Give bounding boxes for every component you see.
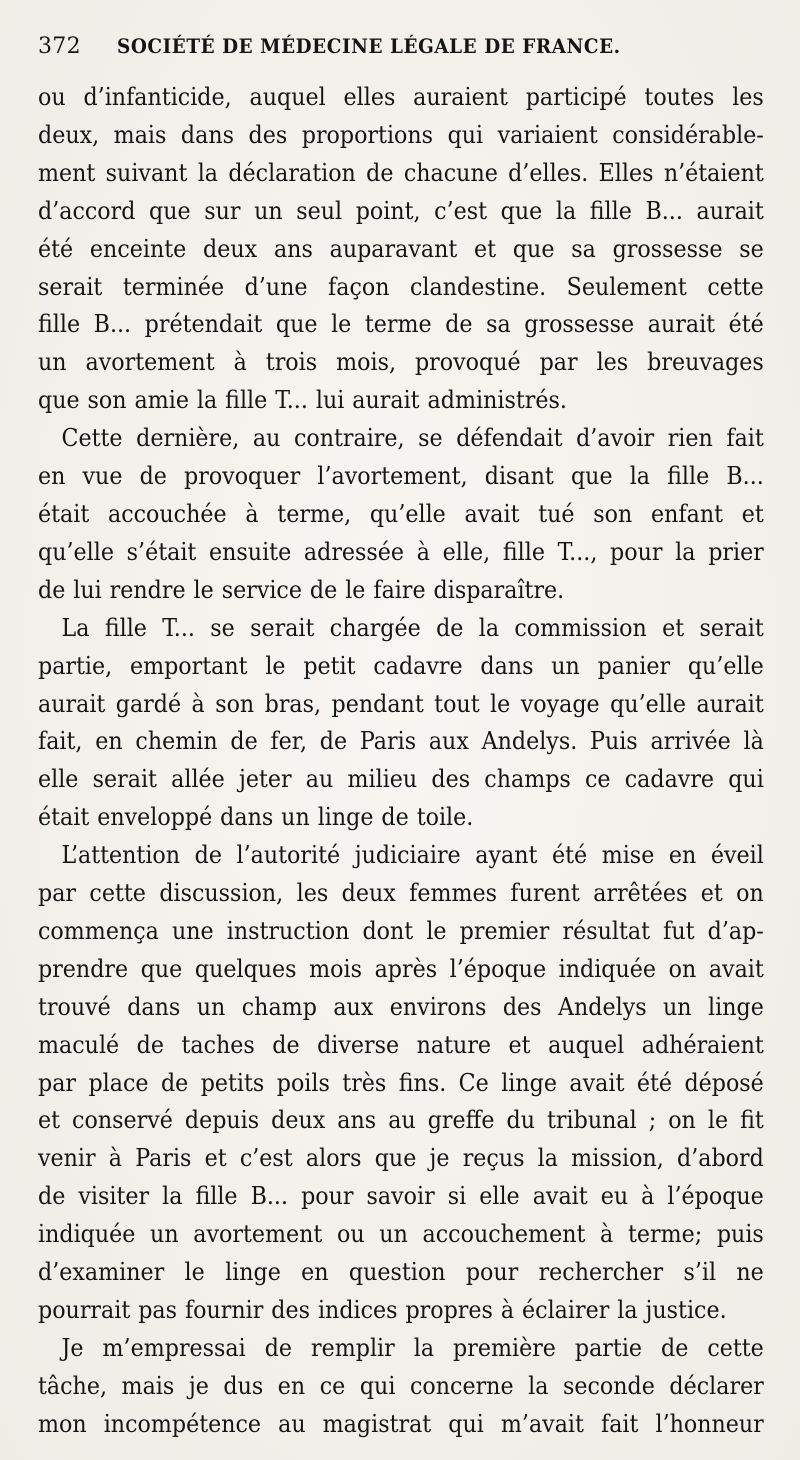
text-line: qu’elle s’était ensuite adressée à elle, fille T..., pour la prier: [38, 536, 764, 566]
running-title: SOCIÉTÉ DE MÉDECINE LÉGALE DE FRANCE.: [116, 34, 621, 58]
running-head: [38, 34, 760, 78]
text-line: de visiter la fille B... pour savoir si elle avait eu à l’époque: [38, 1181, 764, 1211]
body-text: [38, 78, 764, 1443]
text-line: fait, en chemin de fer, de Paris aux Andelys. Puis arrivée là: [38, 726, 764, 756]
text-line: Cette dernière, au contraire, se défendait d’avoir rien fait: [61, 423, 764, 453]
text-line: tâche, mais je dus en ce qui concerne la seconde déclarer: [38, 1370, 764, 1400]
text-line: par cette discussion, les deux femmes furent arrêtées et on: [38, 878, 764, 908]
text-line: trouvé dans un champ aux environs des Andelys un linge: [38, 991, 764, 1021]
text-line: maculé de taches de diverse nature et auquel adhéraient: [38, 1029, 764, 1059]
text-line: La fille T... se serait chargée de la commission et serait: [61, 612, 764, 642]
text-line: mon incompétence au magistrat qui m’avait fait l’honneur: [38, 1408, 764, 1438]
page-number: 372: [38, 34, 81, 59]
text-line: et conservé depuis deux ans au greffe du tribunal ; on le fit: [38, 1105, 764, 1135]
text-line: aurait gardé à son bras, pendant tout le voyage qu’elle aurait: [38, 688, 764, 718]
text-line: pourrait pas fournir des indices propres à éclairer la justice.: [38, 1295, 727, 1324]
text-line: elle serait allée jeter au milieu des champs ce cadavre qui: [38, 764, 764, 794]
text-line: que son amie la fille T... lui aurait administrés.: [38, 385, 567, 415]
text-line: deux, mais dans des proportions qui variaient considérable-: [38, 119, 764, 149]
text-line: Je m’empressai de remplir la première partie de cette: [61, 1332, 764, 1362]
text-line: prendre que quelques mois après l’époque indiquée on avait: [38, 953, 764, 983]
text-line: de lui rendre le service de le faire disparaître.: [38, 574, 565, 604]
text-line: ou d’infanticide, auquel elles auraient participé toutes les: [38, 82, 764, 111]
text-line: commença une instruction dont le premier résultat fut d’ap-: [38, 915, 764, 945]
text-line: venir à Paris et c’est alors que je reçus la mission, d’abord: [38, 1143, 764, 1173]
text-line: ment suivant la déclaration de chacune d’elles. Elles n’étaient: [38, 157, 764, 187]
text-line: partie, emportant le petit cadavre dans un panier qu’elle: [38, 650, 764, 680]
text-line: en vue de provoquer l’avortement, disant que la fille B...: [38, 461, 764, 491]
text-line: un avortement à trois mois, provoqué par les breuvages: [38, 347, 764, 377]
text-line: était enveloppé dans un linge de toile.: [38, 802, 474, 832]
text-line: L’attention de l’autorité judiciaire ayant été mise en éveil: [61, 840, 764, 870]
text-line: fille B... prétendait que le terme de sa grossesse aurait été: [38, 309, 764, 339]
text-line: été enceinte deux ans auparavant et que sa grossesse se: [38, 233, 764, 263]
text-line: était accouchée à terme, qu’elle avait tué son enfant et: [38, 498, 764, 528]
text-line: d’accord que sur un seul point, c’est que la fille B... aurait: [38, 195, 764, 225]
text-line: d’examiner le linge en question pour rechercher s’il ne: [38, 1257, 764, 1287]
text-line: par place de petits poils très fins. Ce linge avait été déposé: [38, 1067, 764, 1097]
text-line: serait terminée d’une façon clandestine. Seulement cette: [38, 271, 764, 301]
text-line: indiquée un avortement ou un accouchement à terme; puis: [38, 1219, 764, 1249]
